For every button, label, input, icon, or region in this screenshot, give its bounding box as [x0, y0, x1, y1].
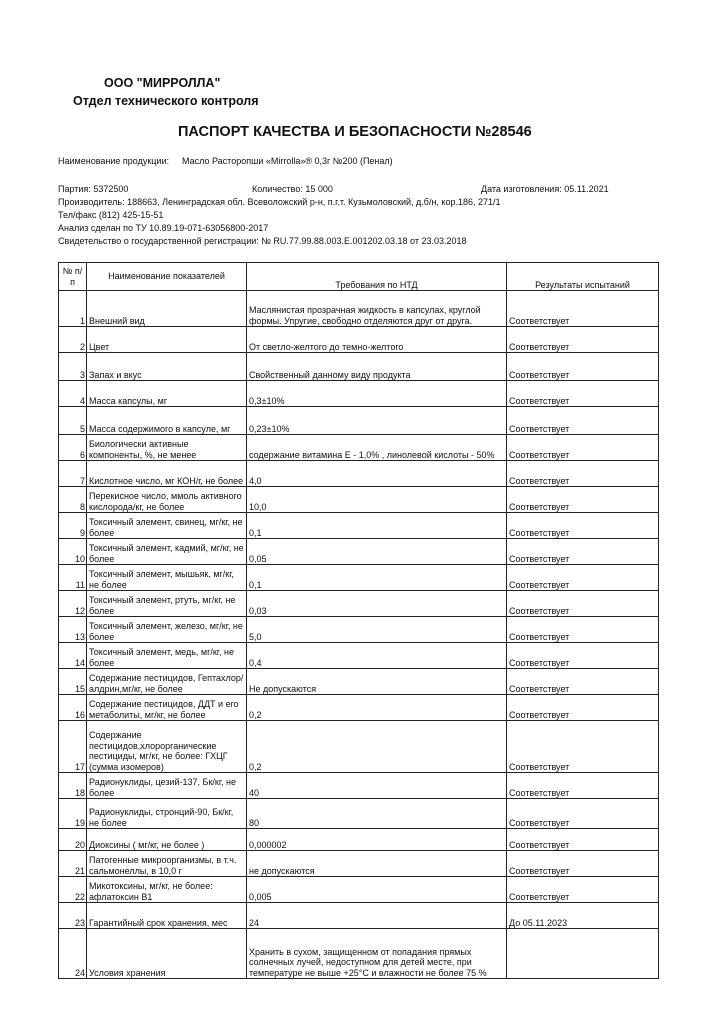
row-indicator: Токсичный элемент, мышьяк, мг/кг, не более — [87, 565, 247, 591]
row-requirement: 5,0 — [247, 617, 507, 643]
row-result: Соответствует — [507, 381, 659, 407]
row-indicator: Диоксины ( мг/кг, не более ) — [87, 829, 247, 851]
row-indicator: Масса капсулы, мг — [87, 381, 247, 407]
row-requirement: 0,1 — [247, 565, 507, 591]
manufacturer-line: Производитель: 188663, Ленинградская обл. Всеволожский р-н, п.г.т. Кузьмоловский, д.б/н, кор.186, 271/1 — [58, 197, 501, 207]
table-row — [59, 353, 659, 381]
header-requirements: Требования по НТД — [247, 263, 507, 291]
row-requirement: 0,23±10% — [247, 407, 507, 435]
row-result: Соответствует — [507, 851, 659, 877]
row-indicator: Содержание пестицидов, Гептахлор/ алдрин,мг/кг, не более — [87, 669, 247, 695]
table-row — [59, 487, 659, 513]
row-result — [507, 929, 659, 979]
table-row — [59, 669, 659, 695]
row-result: Соответствует — [507, 487, 659, 513]
row-result: Соответствует — [507, 461, 659, 487]
row-number: 21 — [59, 851, 87, 877]
certificate-line: Свидетельство о государственной регистрации: № RU.77.99.88.003.Е.001202.03.18 от 23.03.2018 — [58, 236, 467, 246]
row-requirement: 40 — [247, 773, 507, 799]
row-result: Соответствует — [507, 799, 659, 829]
row-result: Соответствует — [507, 773, 659, 799]
row-requirement: 0,2 — [247, 721, 507, 773]
row-requirement: 0,3±10% — [247, 381, 507, 407]
table-row — [59, 291, 659, 327]
row-requirement: 24 — [247, 903, 507, 929]
row-number: 8 — [59, 487, 87, 513]
row-indicator: Радионуклиды, цезий-137, Бк/кг, не более — [87, 773, 247, 799]
row-indicator: Условия хранения — [87, 929, 247, 979]
table-body — [59, 291, 659, 979]
row-requirement: 10,0 — [247, 487, 507, 513]
row-indicator: Гарантийный срок хранения, мес — [87, 903, 247, 929]
table-row — [59, 773, 659, 799]
row-number: 1 — [59, 291, 87, 327]
date-line — [481, 184, 609, 194]
row-number: 4 — [59, 381, 87, 407]
table-row — [59, 539, 659, 565]
row-number: 17 — [59, 721, 87, 773]
table-row — [59, 617, 659, 643]
table-row — [59, 513, 659, 539]
batch-label: Партия: — [58, 184, 91, 194]
table-row — [59, 851, 659, 877]
product-line — [58, 156, 393, 166]
row-indicator: Масса содержимого в капсуле, мг — [87, 407, 247, 435]
row-number: 7 — [59, 461, 87, 487]
date-label: Дата изготовления: — [481, 184, 562, 194]
quantity-label: Количество: — [252, 184, 303, 194]
table-row — [59, 829, 659, 851]
table-row — [59, 327, 659, 353]
table-header-row — [59, 263, 659, 291]
table-row — [59, 877, 659, 903]
row-result: Соответствует — [507, 327, 659, 353]
row-number: 5 — [59, 407, 87, 435]
table-row — [59, 929, 659, 979]
table-row — [59, 695, 659, 721]
table-row — [59, 381, 659, 407]
row-requirement: Хранить в сухом, защищенном от попадания прямых солнечных лучей, недоступном для детей месте, при температуре не выше +25°С и влажности не более 75 % — [247, 929, 507, 979]
row-result: Соответствует — [507, 877, 659, 903]
row-requirement: 0,005 — [247, 877, 507, 903]
row-indicator: Биологически активные компоненты, %, не менее — [87, 435, 247, 461]
row-result: Соответствует — [507, 591, 659, 617]
header-name: Наименование показателей — [87, 263, 247, 291]
row-result: Соответствует — [507, 513, 659, 539]
row-requirement: не допускаются — [247, 851, 507, 877]
row-number: 12 — [59, 591, 87, 617]
phone-line: Тел/факс (812) 425-15-51 — [58, 210, 164, 220]
product-value: Масло Расторопши «Mirrolla»® 0,3г №200 (Пенал) — [182, 156, 393, 166]
row-indicator: Содержание пестицидов, ДДТ и его метаболиты, мг/кг, не более — [87, 695, 247, 721]
row-requirement: 0,1 — [247, 513, 507, 539]
row-requirement: 0,000002 — [247, 829, 507, 851]
table-row — [59, 903, 659, 929]
row-result: Соответствует — [507, 539, 659, 565]
row-indicator: Содержание пестицидов,хлорорганические пестициды, мг/кг, не более: ГХЦГ (сумма изомеров) — [87, 721, 247, 773]
row-indicator: Перекисное число, ммоль активного кислорода/кг, не более — [87, 487, 247, 513]
row-number: 11 — [59, 565, 87, 591]
row-number: 22 — [59, 877, 87, 903]
row-result: Соответствует — [507, 721, 659, 773]
row-indicator: Микотоксины, мг/кг, не более: афлатоксин В1 — [87, 877, 247, 903]
row-indicator: Токсичный элемент, свинец, мг/кг, не более — [87, 513, 247, 539]
row-requirement: 0,05 — [247, 539, 507, 565]
row-number: 15 — [59, 669, 87, 695]
row-number: 18 — [59, 773, 87, 799]
table-row — [59, 591, 659, 617]
row-indicator: Токсичный элемент, медь, мг/кг, не более — [87, 643, 247, 669]
row-result: До 05.11.2023 — [507, 903, 659, 929]
quantity-line — [252, 184, 333, 194]
row-number: 10 — [59, 539, 87, 565]
row-result: Соответствует — [507, 617, 659, 643]
row-result: Соответствует — [507, 643, 659, 669]
row-indicator: Кислотное число, мг КОН/г, не более — [87, 461, 247, 487]
row-indicator: Запах и вкус — [87, 353, 247, 381]
header-num: № п/п — [59, 263, 87, 291]
row-indicator: Токсичный элемент, кадмий, мг/кг, не более — [87, 539, 247, 565]
row-number: 6 — [59, 435, 87, 461]
row-indicator: Внешний вид — [87, 291, 247, 327]
batch-value: 5372500 — [93, 184, 129, 194]
table-row — [59, 799, 659, 829]
row-result: Соответствует — [507, 829, 659, 851]
row-result: Соответствует — [507, 695, 659, 721]
row-number: 20 — [59, 829, 87, 851]
department-name: Отдел технического контроля — [73, 94, 259, 108]
row-number: 19 — [59, 799, 87, 829]
row-requirement: Свойственный данному виду продукта — [247, 353, 507, 381]
row-number: 9 — [59, 513, 87, 539]
row-indicator: Патогенные микроорганизмы, в т.ч. сальмонеллы, в 10,0 г — [87, 851, 247, 877]
row-indicator: Радионуклиды, стронций-90, Бк/кг, не более — [87, 799, 247, 829]
row-indicator: Токсичный элемент, железо, мг/кг, не более — [87, 617, 247, 643]
row-requirement: 0,4 — [247, 643, 507, 669]
table-row — [59, 721, 659, 773]
row-requirement: содержание витамина Е - 1,0% , линолевой кислоты - 50% — [247, 435, 507, 461]
table-row — [59, 643, 659, 669]
row-requirement: 4,0 — [247, 461, 507, 487]
row-indicator: Токсичный элемент, ртуть, мг/кг, не более — [87, 591, 247, 617]
row-requirement: 0,2 — [247, 695, 507, 721]
analysis-line: Анализ сделан по ТУ 10.89.19-071-63056800-2017 — [58, 223, 269, 233]
table-row — [59, 565, 659, 591]
quality-table — [58, 262, 659, 979]
document-title: ПАСПОРТ КАЧЕСТВА И БЕЗОПАСНОСТИ №28546 — [178, 124, 532, 140]
row-requirement: Не допускаются — [247, 669, 507, 695]
row-result: Соответствует — [507, 669, 659, 695]
row-number: 3 — [59, 353, 87, 381]
row-result: Соответствует — [507, 291, 659, 327]
row-requirement: 80 — [247, 799, 507, 829]
table-row — [59, 435, 659, 461]
row-number: 16 — [59, 695, 87, 721]
row-requirement: 0,03 — [247, 591, 507, 617]
row-result: Соответствует — [507, 435, 659, 461]
row-number: 2 — [59, 327, 87, 353]
row-number: 13 — [59, 617, 87, 643]
product-label: Наименование продукции: — [58, 156, 169, 166]
row-requirement: Маслянистая прозрачная жидкость в капсулах, круглой формы. Упругие, свободно отделяются друг от друга. — [247, 291, 507, 327]
row-requirement: От светло-желтого до темно-желтого — [247, 327, 507, 353]
row-number: 23 — [59, 903, 87, 929]
company-name: ООО "МИРРОЛЛА" — [104, 76, 221, 90]
row-indicator: Цвет — [87, 327, 247, 353]
row-result: Соответствует — [507, 353, 659, 381]
row-number: 14 — [59, 643, 87, 669]
table-row — [59, 407, 659, 435]
batch-line — [58, 184, 128, 194]
row-result: Соответствует — [507, 565, 659, 591]
header-results: Результаты испытаний — [507, 263, 659, 291]
date-value: 05.11.2021 — [564, 184, 609, 194]
row-number: 24 — [59, 929, 87, 979]
quantity-value: 15 000 — [305, 184, 333, 194]
row-result: Соответствует — [507, 407, 659, 435]
table-row — [59, 461, 659, 487]
